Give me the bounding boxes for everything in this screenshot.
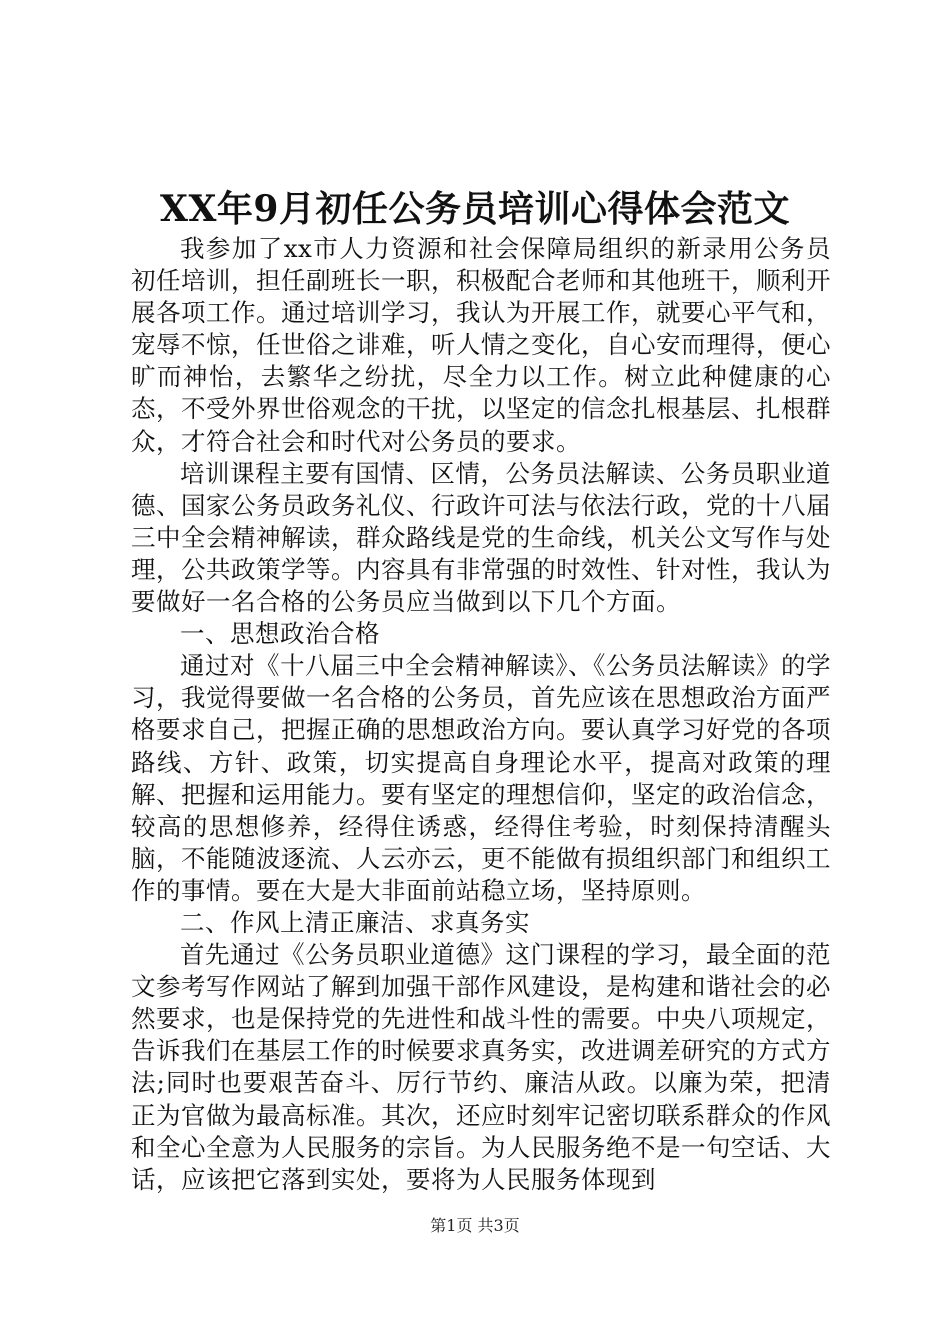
paragraph-conduct: 首先通过《公务员职业道德》这门课程的学习，最全面的范文参考写作网站了解到加强干部作风建设，是构建和谐社会的必然要求，也是保持党的先进性和战斗性的需要。中央八项规定，告诉我们在基层工作的时候要求真务实，改进调差研究的方式方法;同时也要艰苦奋斗、厉行节约、廉洁从政。以廉为荣，把清正为官做为最高标准。其次，还应时刻牢记密切联系群众的作风和全心全意为人民服务的宗旨。为人民服务绝不是一句空话、大话，应该把它落到实处，要将为人民服务体现到 — [131, 940, 831, 1194]
section-heading-political: 一、思想政治合格 — [180, 619, 380, 649]
page-footer: 第1页 共3页 — [430, 1216, 520, 1235]
section-heading-conduct: 二、作风上清正廉洁、求真务实 — [180, 907, 530, 937]
paragraph-intro: 我参加了xx市人力资源和社会保障局组织的新录用公务员初任培训，担任副班长一职，积极配合老师和其他班干，顺利开展各项工作。通过培训学习，我认为开展工作，就要心平气和，宠辱不惊，任世俗之诽难，听人情之变化，自心安而理得，便心旷而神怡，去繁华之纷扰，尽全力以工作。树立此种健康的心态，不受外界世俗观念的干扰，以坚定的信念扎根基层、扎根群众，才符合社会和时代对公务员的要求。 — [131, 234, 831, 456]
document-title: XX年9月初任公务员培训心得体会范文 — [160, 188, 790, 230]
paragraph-courses: 培训课程主要有国情、区情，公务员法解读、公务员职业道德、国家公务员政务礼仪、行政许可法与依法行政，党的十八届三中全会精神解读，群众路线是党的生命线，机关公文写作与处理，公共政策学等。内容具有非常强的时效性、针对性，我认为要做好一名合格的公务员应当做到以下几个方面。 — [131, 458, 831, 617]
document-body — [131, 233, 831, 1196]
paragraph-political: 通过对《十八届三中全会精神解读》、《公务员法解读》的学习，我觉得要做一名合格的公务员，首先应该在思想政治方面严格要求自己，把握正确的思想政治方向。要认真学习好党的各项路线、方针、政策，切实提高自身理论水平，提高对政策的理解、把握和运用能力。要有坚定的理想信仰，坚定的政治信念，较高的思想修养，经得住诱惑，经得住考验，时刻保持清醒头脑，不能随波逐流、人云亦云，更不能做有损组织部门和组织工作的事情。要在大是大非面前站稳立场，坚持原则。 — [131, 651, 831, 905]
